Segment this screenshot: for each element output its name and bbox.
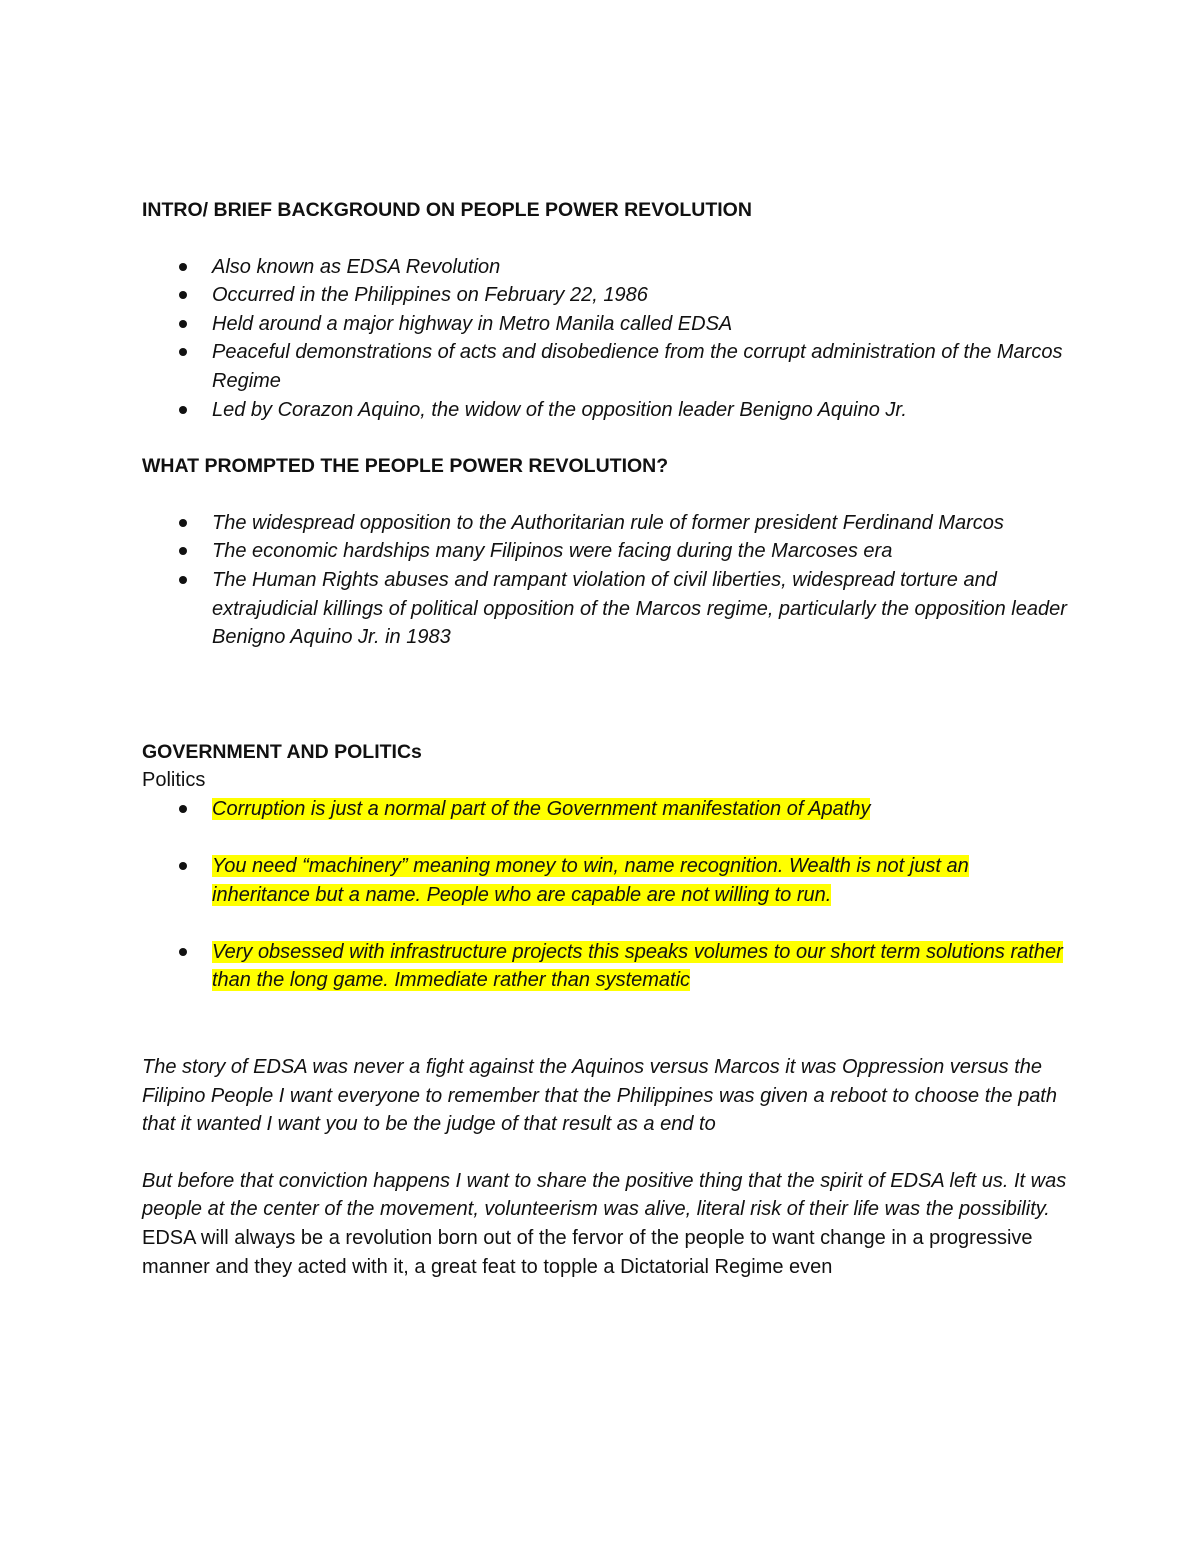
highlighted-text: Very obsessed with infrastructure projects this speaks volumes to our short term solutions rather than the long game. Immediate rather than systematic [212, 940, 1063, 992]
list-item: Also known as EDSA Revolution [142, 253, 1072, 282]
subheading-politics: Politics [142, 769, 206, 792]
list-item-highlighted [142, 795, 1072, 824]
intro-bullet-list [142, 253, 1072, 425]
empty-line [142, 824, 1072, 853]
list-item: The economic hardships many Filipinos were facing during the Marcoses era [142, 537, 1072, 566]
section-heading-intro: INTRO/ BRIEF BACKGROUND ON PEOPLE POWER REVOLUTION [142, 199, 752, 221]
paragraph-edsa-story: The story of EDSA was never a fight against the Aquinos versus Marcos it was Oppression versus the Filipino People I want everyone to remember that the Philippines was given a reboot to choose the path that it wanted I want you to be the judge of that result as a end to [142, 1056, 1057, 1136]
section-heading-government: GOVERNMENT AND POLITICs [142, 740, 422, 763]
list-item-highlighted [142, 938, 1072, 995]
empty-line [142, 909, 1072, 938]
paragraph-conclusion: EDSA will always be a revolution born out of the fervor of the people to want change in a progressive manner and they acted with it, a great feat to topple a Dictatorial Regime even [142, 1227, 1033, 1278]
list-item: Peaceful demonstrations of acts and disobedience from the corrupt administration of the Marcos Regime [142, 338, 1072, 395]
list-item: Led by Corazon Aquino, the widow of the opposition leader Benigno Aquino Jr. [142, 396, 1072, 425]
list-item: Occurred in the Philippines on February 22, 1986 [142, 281, 1072, 310]
list-item-highlighted [142, 852, 1072, 909]
causes-bullet-list [142, 509, 1072, 652]
paragraph-positive-spirit: But before that conviction happens I want to share the positive thing that the spirit of EDSA left us. It was people at the center of the movement, volunteerism was alive, literal risk of their life was the possibility. [142, 1169, 1067, 1221]
highlighted-text: Corruption is just a normal part of the Government manifestation of Apathy [212, 797, 871, 820]
section-heading-causes: WHAT PROMPTED THE PEOPLE POWER REVOLUTION? [142, 455, 669, 478]
politics-bullet-list [142, 795, 1072, 995]
list-item: The Human Rights abuses and rampant violation of civil liberties, widespread torture and extrajudicial killings of political opposition of the Marcos regime, particularly the opposition leader Benigno Aquino Jr. in 1983 [142, 566, 1072, 652]
highlighted-text: You need “machinery” meaning money to win, name recognition. Wealth is not just an inheritance but a name. People who are capable are not willing to run. [212, 855, 969, 906]
list-item: The widespread opposition to the Authoritarian rule of former president Ferdinand Marcos [142, 509, 1072, 538]
document-page [142, 196, 1072, 1281]
list-item: Held around a major highway in Metro Manila called EDSA [142, 310, 1072, 339]
